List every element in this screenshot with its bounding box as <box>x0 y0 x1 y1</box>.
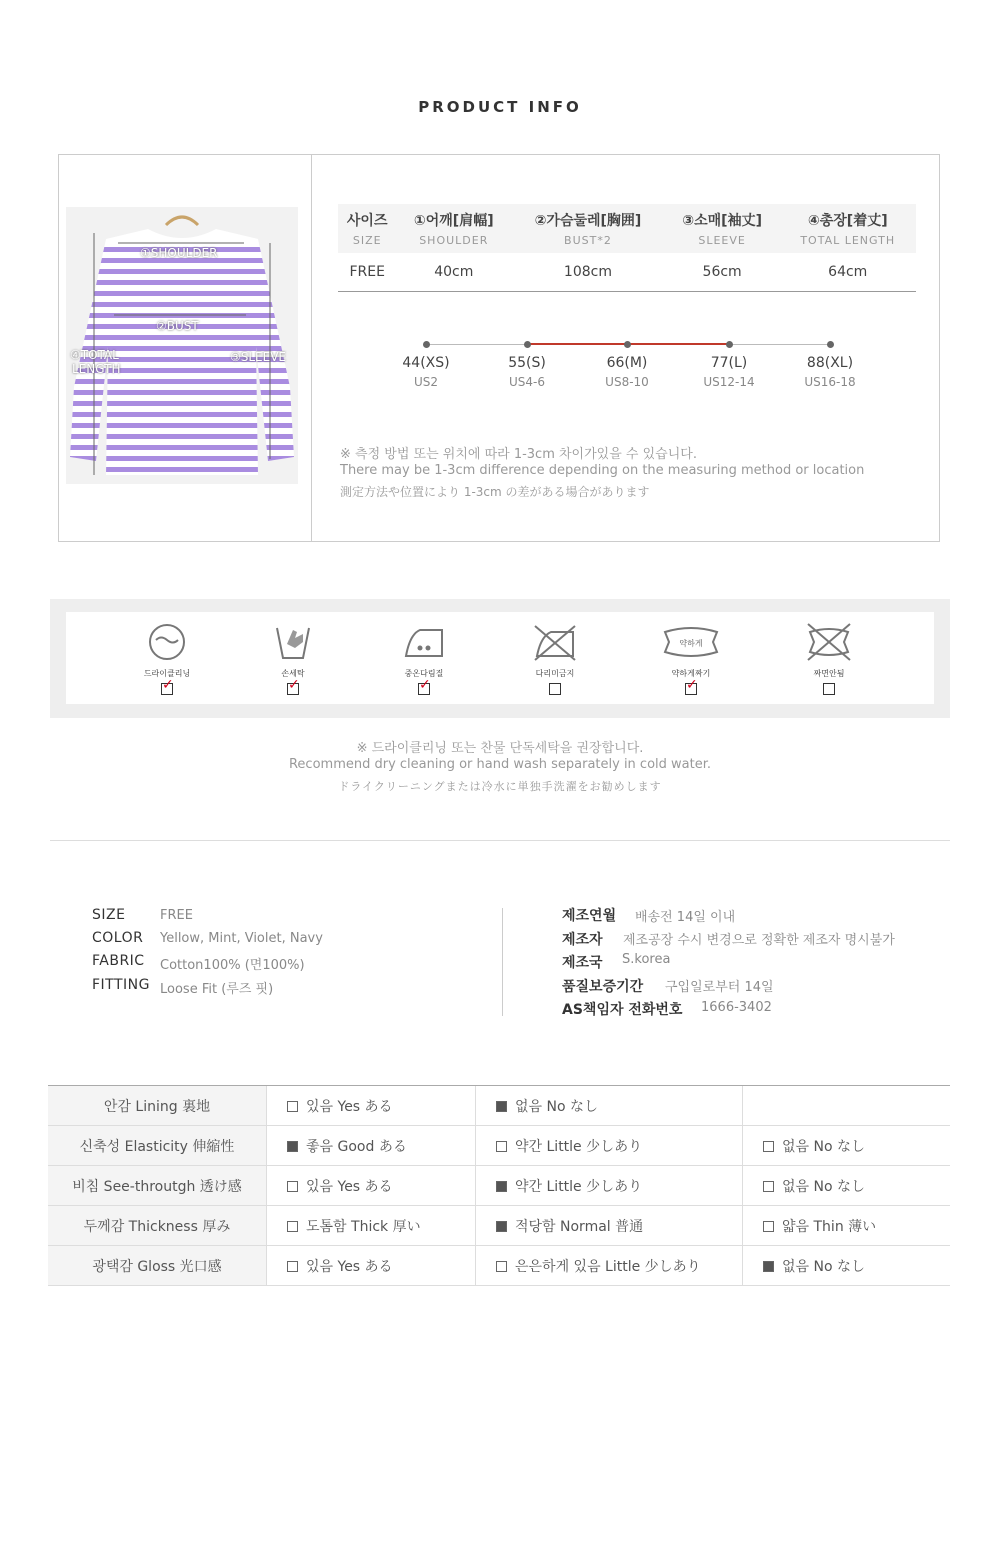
row-header-see-through: 비침 See-throutgh 透け感 <box>48 1166 267 1206</box>
care-label: 다리미금지 <box>535 669 575 678</box>
care-note-kr: ※ 드라이클리닝 또는 찬물 단독세탁을 권장합니다. <box>356 741 644 756</box>
spec-fabric-key: FABRIC <box>92 953 145 969</box>
option-label: 없음 No なし <box>782 1178 865 1195</box>
option-checkbox[interactable] <box>496 1181 507 1192</box>
size-label-m: 66(M) <box>606 355 648 371</box>
table-row <box>48 1166 950 1206</box>
option-checkbox[interactable] <box>496 1141 507 1152</box>
wring-gently-icon <box>661 620 721 662</box>
maker-date-key: 제조연월 <box>562 908 617 924</box>
total-length-subheader: TOTAL LENGTH <box>779 230 916 253</box>
option-label: 은은하게 있음 Little 少しあり <box>515 1258 701 1275</box>
as-phone-key: AS책임자 전화번호 <box>562 1002 683 1018</box>
option-label: 좋음 Good ある <box>306 1138 407 1155</box>
shirt-stripe <box>66 335 298 340</box>
size-header: 사이즈 <box>338 204 396 230</box>
option-checkbox[interactable] <box>496 1261 507 1272</box>
option-cell <box>267 1166 476 1206</box>
care-wring-gently <box>636 620 746 699</box>
option-checkbox[interactable] <box>763 1221 774 1232</box>
section-divider <box>50 840 950 841</box>
row-header-thickness: 두께감 Thickness 厚み <box>48 1206 267 1246</box>
fabric-properties-table <box>48 1085 950 1286</box>
option-cell <box>476 1166 743 1206</box>
sleeve-header: ③소매[袖丈] <box>665 204 780 230</box>
row-header-gloss: 광택감 Gloss 光口感 <box>48 1246 267 1286</box>
spec-fitting-value: Loose Fit (루즈 핏) <box>160 982 274 997</box>
care-no-iron <box>500 620 610 699</box>
care-checkbox[interactable] <box>418 683 430 695</box>
option-cell <box>476 1086 743 1126</box>
size-dot-s <box>524 341 531 348</box>
size-label-xl: 88(XL) <box>806 355 854 371</box>
dry-clean-icon <box>147 620 187 662</box>
iron-medium-icon <box>402 620 446 662</box>
total-length-header: ④총장[着丈] <box>779 204 916 230</box>
maker-date-value: 배송전 14일 이내 <box>635 910 736 925</box>
option-cell <box>267 1206 476 1246</box>
size-dot-l <box>726 341 733 348</box>
maker-key: 제조자 <box>562 932 603 948</box>
care-label: 중온다림질 <box>404 669 444 678</box>
option-cell-empty <box>743 1086 951 1126</box>
maker-value: 제조공장 수시 변경으로 정확한 제조자 명시불가 <box>623 933 895 948</box>
bust-subheader: BUST*2 <box>511 230 665 253</box>
shoulder-value: 40cm <box>396 253 511 292</box>
option-cell <box>743 1246 951 1286</box>
shoulder-label: ①SHOULDER <box>140 246 218 260</box>
size-label-s: 55(S) <box>508 355 546 371</box>
sleeve-subheader: SLEEVE <box>665 230 780 253</box>
measure-note-jp: 測定方法や位置により 1-3cm の差がある場合があります <box>340 485 650 499</box>
size-dot-m <box>624 341 631 348</box>
maker-country-key: 제조국 <box>562 955 603 971</box>
care-hand-wash <box>238 620 348 699</box>
care-label: 짜면안됨 <box>813 669 845 678</box>
spec-color-value: Yellow, Mint, Violet, Navy <box>160 931 323 946</box>
option-label: 도톰함 Thick 厚い <box>306 1218 421 1235</box>
option-label: 없음 No なし <box>782 1138 865 1155</box>
option-checkbox[interactable] <box>763 1181 774 1192</box>
spec-size-value: FREE <box>160 908 193 923</box>
shirt-stripe <box>66 302 298 307</box>
option-checkbox[interactable] <box>287 1141 298 1152</box>
shoulder-header: ①어깨[肩幅] <box>396 204 511 230</box>
option-cell <box>267 1086 476 1126</box>
shirt-stripe <box>66 280 298 285</box>
panel-divider <box>311 155 312 541</box>
spec-fabric-value: Cotton100% (면100%) <box>160 958 305 973</box>
spec-size-key: SIZE <box>92 907 126 923</box>
option-label: 적당함 Normal 普通 <box>515 1218 644 1235</box>
option-checkbox[interactable] <box>763 1141 774 1152</box>
table-row <box>48 1126 950 1166</box>
hand-wash-icon <box>273 620 313 662</box>
shoulder-subheader: SHOULDER <box>396 230 511 253</box>
sleeve-label: ③SLEEVE <box>230 350 287 364</box>
option-cell <box>743 1126 951 1166</box>
page-title: PRODUCT INFO <box>418 98 582 116</box>
care-label: 손세탁 <box>281 669 305 678</box>
size-dot-xl <box>827 341 834 348</box>
total-length-label: ④TOTAL <box>70 348 119 362</box>
table-row <box>48 1246 950 1286</box>
as-phone-value: 1666-3402 <box>701 1000 772 1015</box>
care-label: 드라이클리닝 <box>143 669 191 678</box>
no-wring-icon <box>804 620 854 662</box>
wring-icon-text: 약하게 <box>679 639 703 648</box>
shirt-stripe <box>66 379 298 384</box>
sleeve-value: 56cm <box>665 253 780 292</box>
option-checkbox[interactable] <box>287 1221 298 1232</box>
warranty-value: 구입일로부터 14일 <box>665 980 774 995</box>
size-label-l: 77(L) <box>710 355 748 371</box>
shirt-stripe <box>66 291 298 296</box>
maker-country-value: S.korea <box>622 952 671 967</box>
size-dot-xs <box>423 341 430 348</box>
size-value: FREE <box>338 253 396 292</box>
care-note-jp: ドライクリーニングまたは冷水に単独手洗濯をお勧めします <box>338 780 662 793</box>
option-label: 얇음 Thin 薄い <box>782 1218 877 1235</box>
option-label: 있음 Yes ある <box>306 1098 393 1115</box>
care-checkbox[interactable] <box>685 683 697 695</box>
row-header-lining: 안감 Lining 裏地 <box>48 1086 267 1126</box>
option-checkbox[interactable] <box>496 1101 507 1112</box>
us-size-m: US8-10 <box>605 375 649 389</box>
size-label-xs: 44(XS) <box>402 355 450 371</box>
care-iron-medium <box>369 620 479 699</box>
care-no-wring <box>774 620 884 699</box>
care-checkbox[interactable] <box>161 683 173 695</box>
no-iron-icon <box>533 620 577 662</box>
option-label: 있음 Yes ある <box>306 1178 393 1195</box>
option-cell <box>743 1206 951 1246</box>
option-cell <box>267 1126 476 1166</box>
bust-header: ②가슴둘레[胸囲] <box>511 204 665 230</box>
spec-fitting-key: FITTING <box>92 977 150 993</box>
us-size-s: US4-6 <box>509 375 545 389</box>
option-cell <box>476 1206 743 1246</box>
warranty-key: 품질보증기간 <box>562 979 644 995</box>
table-row <box>48 1206 950 1246</box>
care-checkbox[interactable] <box>549 683 561 695</box>
option-label: 약간 Little 少しあり <box>515 1138 643 1155</box>
care-note-en: Recommend dry cleaning or hand wash separately in cold water. <box>288 757 711 772</box>
table-row <box>48 1086 950 1126</box>
care-checkbox[interactable] <box>823 683 835 695</box>
us-size-l: US12-14 <box>703 375 755 389</box>
bust-value: 108cm <box>511 253 665 292</box>
care-label: 약하게짜기 <box>671 669 711 678</box>
shirt-stripe <box>66 401 298 406</box>
option-cell <box>267 1246 476 1286</box>
size-table <box>338 204 916 292</box>
option-cell <box>476 1126 743 1166</box>
option-cell <box>743 1166 951 1206</box>
option-label: 없음 No なし <box>515 1098 598 1115</box>
us-size-xl: US16-18 <box>804 375 856 389</box>
row-header-elasticity: 신축성 Elasticity 伸縮性 <box>48 1126 267 1166</box>
spec-color-key: COLOR <box>92 930 144 946</box>
spec-divider <box>502 908 503 1016</box>
option-label: 약간 Little 少しあり <box>515 1178 643 1195</box>
option-cell <box>476 1246 743 1286</box>
us-size-xs: US2 <box>413 375 439 389</box>
option-label: 있음 Yes ある <box>306 1258 393 1275</box>
option-label: 없음 No なし <box>782 1258 865 1275</box>
care-checkbox[interactable] <box>287 683 299 695</box>
option-checkbox[interactable] <box>287 1181 298 1192</box>
option-checkbox[interactable] <box>287 1101 298 1112</box>
shirt-stripe <box>66 390 298 395</box>
total-length-value: 64cm <box>779 253 916 292</box>
option-checkbox[interactable] <box>496 1221 507 1232</box>
size-subheader: SIZE <box>338 230 396 253</box>
care-dry-clean <box>112 620 222 699</box>
measure-note-kr: ※ 측정 방법 또는 위치에 따라 1-3cm 차이가있을 수 있습니다. <box>340 447 697 462</box>
option-checkbox[interactable] <box>287 1261 298 1272</box>
shirt-stripe <box>66 269 298 274</box>
option-checkbox[interactable] <box>763 1261 774 1272</box>
measure-note-en: There may be 1-3cm difference depending on the measuring method or location <box>340 463 865 478</box>
total-length-label-2: LENGTH <box>72 362 121 376</box>
bust-label: ②BUST <box>156 319 199 333</box>
